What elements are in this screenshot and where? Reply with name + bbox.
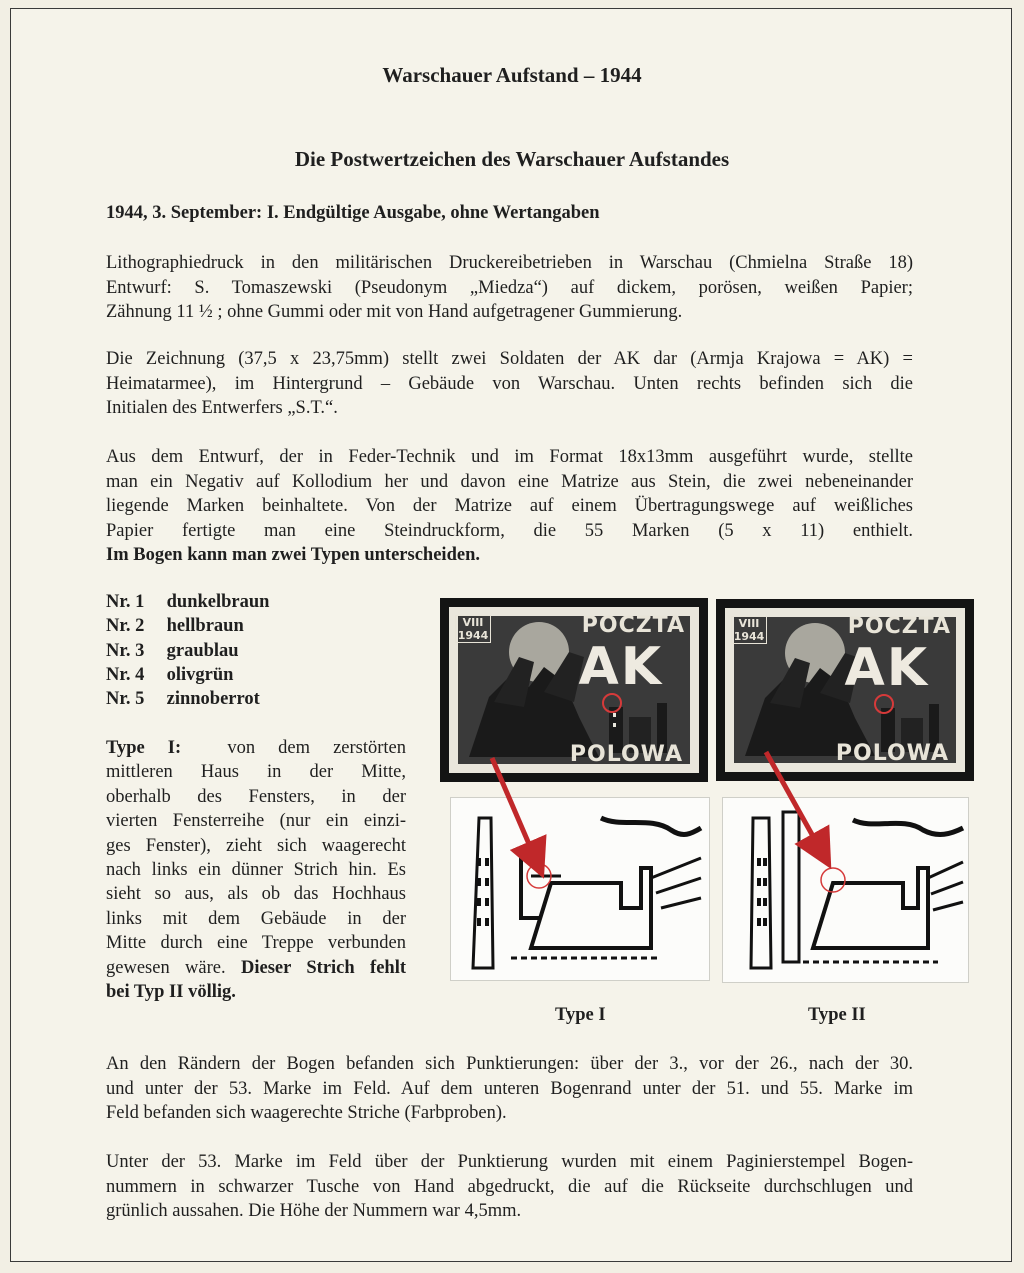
text-line: Initialen des Entwerfers „S.T.“.: [106, 398, 338, 418]
text-line: Type I: von dem zerstörten: [106, 738, 406, 758]
text-line: Aus dem Entwurf, der in Feder-Technik und im Format 18x13mm ausgeführt wurde, stellte: [106, 447, 913, 467]
stamp-polowa: POLOWA: [569, 742, 683, 767]
stamp-year: VIII 1944: [455, 615, 491, 643]
list-item: Nr. 1 dunkelbraun: [106, 592, 270, 612]
paragraph-margins: [106, 1052, 913, 1126]
text-line: sieht so aus, als ob das Hochhaus: [106, 884, 406, 905]
stamp-poczta: POCZTA: [847, 614, 951, 639]
text-line: nummern in schwarzer Tusche von Hand abgedruckt, die auf die Rückseite durchschlugen und: [106, 1176, 913, 1197]
page-title: Warschauer Aufstand – 1944: [382, 63, 642, 87]
caption-type-1: Type I: [555, 1005, 606, 1025]
text-line: grünlich aussahen. Die Höhe der Nummern war 4,5mm.: [106, 1201, 522, 1221]
text-line: gewesen wäre. Dieser Strich fehlt: [106, 957, 407, 978]
section-heading: 1944, 3. September: I. Endgültige Ausgabe, ohne Wertangaben: [106, 203, 600, 223]
text-line: vierten Fensterreihe (nur ein einzi-: [106, 811, 406, 832]
list-item: Nr. 2 hellbraun: [106, 616, 244, 637]
paragraph-printing: [106, 251, 913, 325]
stamp-color-list: [106, 590, 269, 711]
detail-type-2: [722, 797, 969, 983]
text-line: nach links ein dünner Strich hin. Es: [106, 860, 406, 881]
stamp-type-2: [716, 599, 974, 781]
text-line: man ein Negativ auf Kollodium her und davon eine Matrize aus Stein, die zwei nebeneinander: [106, 471, 913, 492]
detail-type-1: [450, 797, 710, 981]
stamp-ak: AK: [578, 637, 663, 697]
text-line: Heimatarmee), im Hintergrund – Gebäude von Warschau. Unten rechts befinden sich die: [106, 373, 913, 394]
stamp-type-1: [440, 598, 708, 782]
stamp-poczta: POCZTA: [581, 613, 685, 638]
text-line: Zähnung 11 ½ ; ohne Gummi oder mit von Hand aufgetragener Gummierung.: [106, 302, 683, 322]
type-description: [106, 736, 406, 1004]
list-item: Nr. 3 graublau: [106, 640, 239, 661]
detail-drawing: [451, 798, 709, 980]
text-line: oberhalb des Fensters, in der: [106, 786, 406, 807]
text-line: Entwurf: S. Tomaszewski (Pseudonym „Miedza“) auf dickem, porösen, weißen Papier;: [106, 277, 913, 298]
text-line: Papier fertigte man eine Steindruckform, die 55 Marken (5 x 11) enthielt.: [106, 520, 913, 541]
paragraph-design: [106, 347, 913, 421]
text-line: Unter der 53. Marke im Feld über der Punktierung wurden mit einem Paginierstempel Bogen-: [106, 1152, 913, 1172]
paragraph-matrix: [106, 445, 913, 568]
text-line: ges Fenster), zieht sich waagerecht: [106, 835, 406, 856]
detail-drawing: [723, 798, 968, 982]
text-line: Die Zeichnung (37,5 x 23,75mm) stellt zwei Soldaten der AK dar (Armja Krajowa = AK) =: [106, 349, 913, 369]
stamp-ak: AK: [844, 638, 929, 698]
caption-type-2: Type II: [808, 1005, 866, 1025]
paragraph-numbering: [106, 1150, 913, 1224]
stamp-polowa: POLOWA: [835, 741, 949, 766]
text-line: mittleren Haus in der Mitte,: [106, 762, 406, 783]
text-line-bold: Im Bogen kann man zwei Typen unterscheiden.: [106, 545, 480, 565]
text-line: Feld befanden sich waagerechte Striche (Farbproben).: [106, 1103, 507, 1123]
page-subtitle: Die Postwertzeichen des Warschauer Aufstandes: [294, 147, 730, 171]
text-line: Mitte durch eine Treppe verbunden: [106, 933, 406, 954]
text-line: Lithographiedruck in den militärischen Druckereibetrieben in Warschau (Chmielna Straße 18): [106, 253, 913, 273]
list-item: Nr. 5 zinnoberrot: [106, 689, 260, 710]
text-line: liegende Marken beinhaltete. Von der Matrize auf einem Übertragungswege auf weißliches: [106, 496, 913, 516]
text-line: und unter der 53. Marke im Feld. Auf dem unteren Bogenrand unter der 51. und 55. Marke im: [106, 1078, 913, 1099]
text-line: An den Rändern der Bogen befanden sich Punktierungen: über der 3., vor der 26., nach der 30.: [106, 1054, 913, 1074]
text-line: bei Typ II völlig.: [106, 982, 236, 1003]
stamp-year: VIII 1944: [731, 616, 767, 644]
list-item: Nr. 4 olivgrün: [106, 664, 234, 685]
text-line: links mit dem Gebäude in der: [106, 908, 406, 929]
